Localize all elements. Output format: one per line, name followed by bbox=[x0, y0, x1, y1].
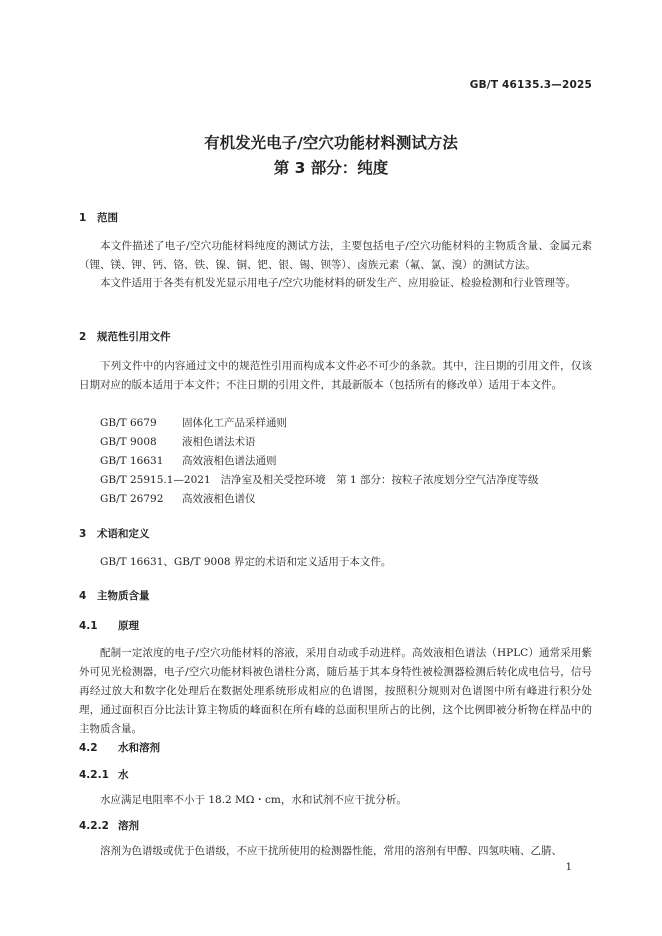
reference-item bbox=[100, 414, 287, 433]
reference-item bbox=[100, 433, 256, 452]
page-number: 1 bbox=[565, 862, 572, 873]
subsection-title: 原理 bbox=[118, 620, 139, 632]
subsection-4-2-1-paragraph: 水应满足电阻率不小于 18.2 MΩ・cm，水和试剂不应干扰分析。 bbox=[100, 794, 407, 806]
section-2-paragraph-1: 下列文件中的内容通过文中的规范性引用而构成本文件必不可少的条款。其中，注日期的引用文件，仅该日期对应的版本适用于本文件；不注日期的引用文件，其最新版本（包括所有的修改单）适用于本文件。 bbox=[79, 360, 592, 391]
subsection-4-2-heading bbox=[79, 740, 160, 755]
subsection-4-1-paragraph: 配制一定浓度的电子/空穴功能材料的溶液，采用自动或手动进样。高效液相色谱法（HPLC）通常采用紫外可见光检测器，电子/空穴功能材料被色谱柱分离，随后基于其本身特性被检测器检测后转化成电信号，信号再经过放大和数字化处理后在数据处理系统形成相应的色谱图，按照积分规则对色谱图中所有峰进行积分处理，通过面积百分比法计算主物质的峰面积在所有峰的总面积里所占的比例，这个比例即被分析物在样品中的主物质含量。 bbox=[79, 647, 592, 735]
reference-title: 固体化工产品采样通则 bbox=[182, 417, 287, 429]
standard-number: GB/T 46135.3—2025 bbox=[469, 79, 592, 91]
section-1-paragraph-1: 本文件描述了电子/空穴功能材料纯度的测试方法，主要包括电子/空穴功能材料的主物质含量、金属元素（锂、镁、钾、钙、铬、铁、镍、铜、钯、银、锡、钡等）、卤族元素（氟、氯、溴）的测试方法。 bbox=[79, 240, 592, 271]
subsection-4-2-2-paragraph: 溶剂为色谱级或优于色谱级，不应干扰所使用的检测器性能，常用的溶剂有甲醇、四氢呋喃、乙腈、 bbox=[100, 845, 562, 857]
section-3-paragraph-1: GB/T 16631、GB/T 9008 界定的术语和定义适用于本文件。 bbox=[100, 556, 392, 568]
section-1-heading bbox=[79, 210, 118, 225]
reference-code: GB/T 9008 bbox=[100, 436, 157, 448]
section-title: 规范性引用文件 bbox=[97, 331, 171, 343]
reference-item bbox=[100, 471, 538, 490]
section-3-heading bbox=[79, 526, 150, 541]
reference-code: GB/T 16631 bbox=[100, 455, 164, 467]
reference-item bbox=[100, 452, 277, 471]
section-title: 术语和定义 bbox=[97, 528, 150, 540]
reference-title: 高效液相色谱仪 bbox=[182, 493, 256, 505]
section-number: 3 bbox=[79, 528, 87, 540]
subsection-4-1-heading bbox=[79, 618, 139, 633]
section-4-heading bbox=[79, 588, 150, 603]
subsection-title: 溶剂 bbox=[118, 820, 139, 832]
document-subtitle: 第 3 部分：纯度 bbox=[273, 159, 389, 177]
section-number: 4 bbox=[79, 590, 87, 602]
section-number: 2 bbox=[79, 331, 87, 343]
section-title: 主物质含量 bbox=[97, 590, 150, 602]
reference-code: GB/T 6679 bbox=[100, 417, 157, 429]
subsection-number: 4.2.2 bbox=[79, 820, 109, 832]
reference-code: GB/T 26792 bbox=[100, 493, 164, 505]
reference-title: 洁净室及相关受控环境 第 1 部分：按粒子浓度划分空气洁净度等级 bbox=[220, 474, 539, 486]
subsection-title: 水 bbox=[118, 769, 129, 781]
reference-code: GB/T 25915.1—2021 bbox=[100, 474, 211, 486]
reference-title: 高效液相色谱法通则 bbox=[182, 455, 277, 467]
section-2-heading bbox=[79, 329, 171, 344]
subsection-4-2-2-heading bbox=[79, 818, 139, 833]
subsection-4-2-1-heading bbox=[79, 767, 129, 782]
reference-title: 液相色谱法术语 bbox=[182, 436, 256, 448]
subsection-title: 水和溶剂 bbox=[118, 742, 160, 754]
section-title: 范围 bbox=[97, 212, 118, 224]
subsection-number: 4.2 bbox=[79, 742, 98, 754]
section-1-paragraph-2: 本文件适用于各类有机发光显示用电子/空穴功能材料的研发生产、应用验证、检验检测和行业管理等。 bbox=[100, 277, 577, 289]
reference-item bbox=[100, 490, 256, 509]
subsection-number: 4.2.1 bbox=[79, 769, 109, 781]
subsection-number: 4.1 bbox=[79, 620, 98, 632]
section-number: 1 bbox=[79, 212, 87, 224]
document-title: 有机发光电子/空穴功能材料测试方法 bbox=[204, 134, 458, 152]
